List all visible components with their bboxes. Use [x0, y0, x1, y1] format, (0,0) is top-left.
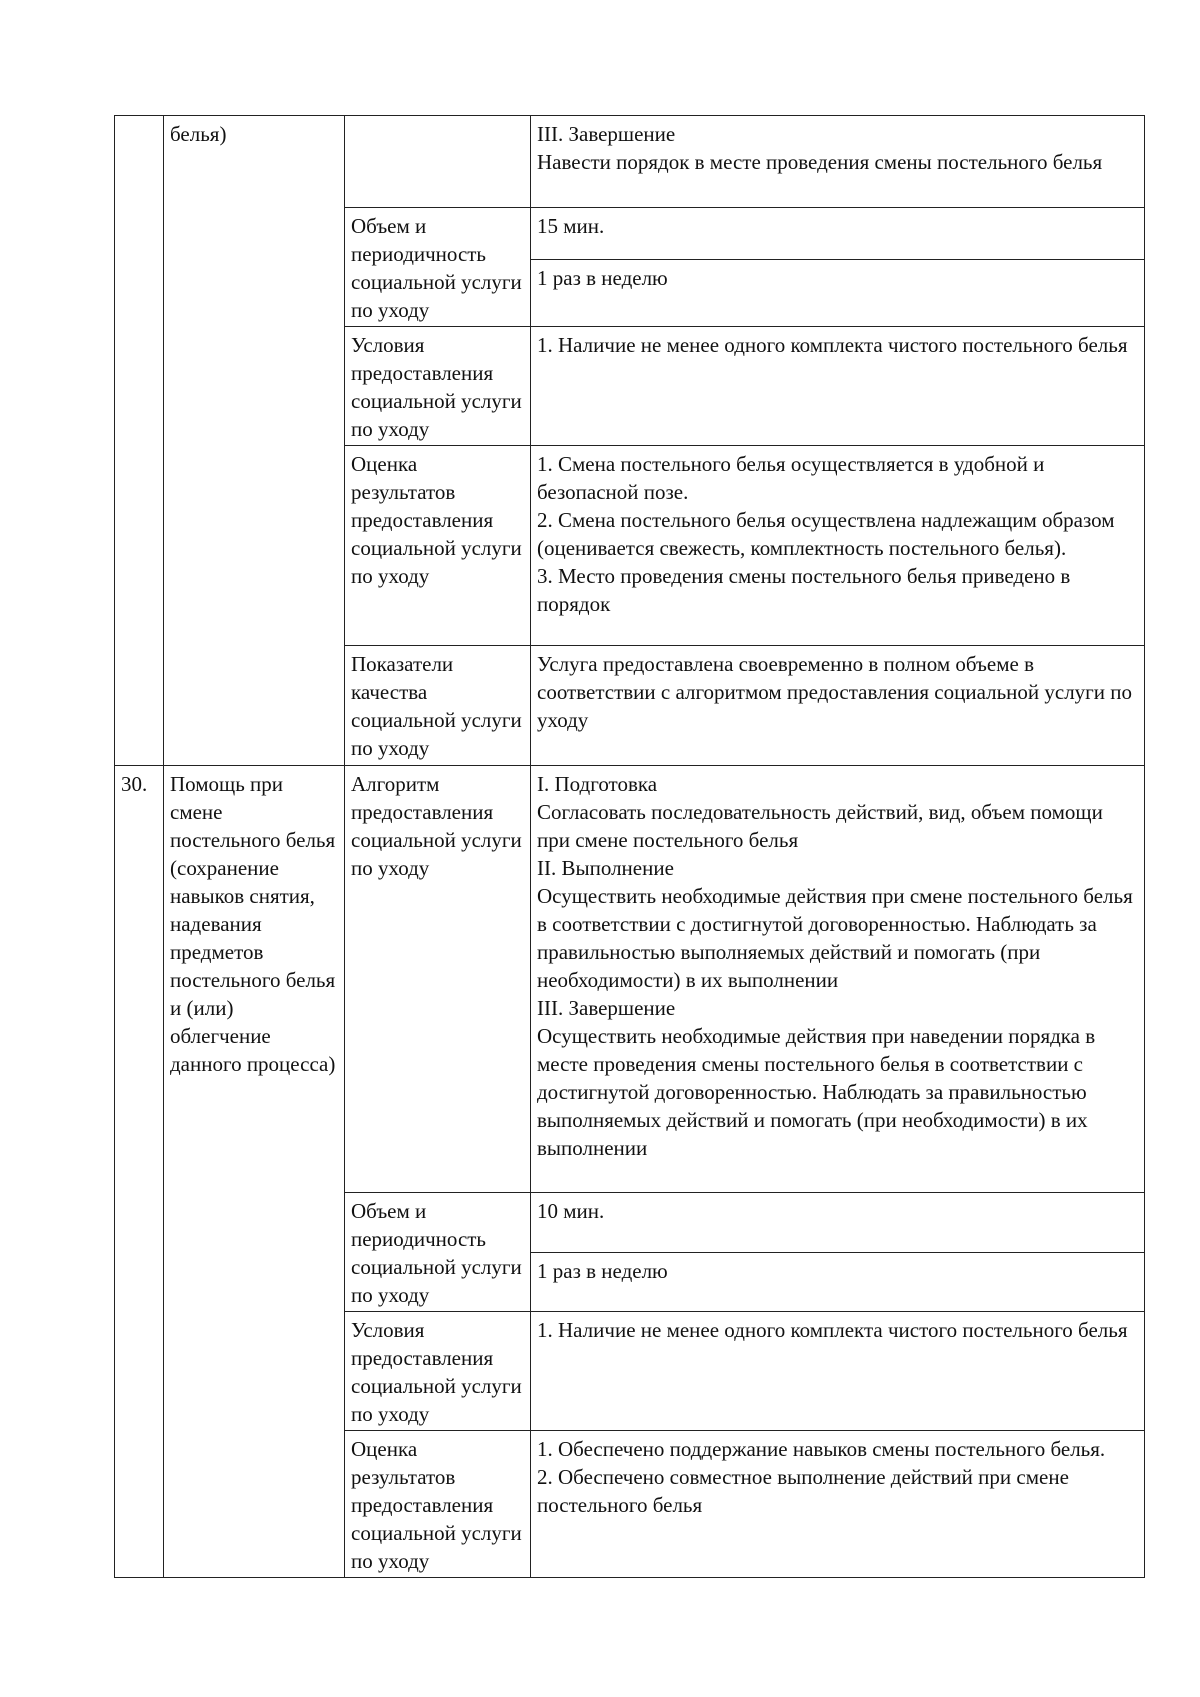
quality-value-cell: Услуга предоставлена своевременно в полном объеме в соответствии с алгоритмом предоставления социальной услуги по уходу	[531, 646, 1145, 766]
evaluation-label-cell: Оценка результатов предоставления социальной услуги по уходу	[345, 1431, 531, 1578]
conditions-value-cell: 1. Наличие не менее одного комплекта чистого постельного белья	[531, 1312, 1145, 1431]
volume-label-cell: Объем и периодичность социальной услуги по уходу	[345, 1193, 531, 1312]
quality-label-cell: Показатели качества социальной услуги по уходу	[345, 646, 531, 766]
period-value-cell: 1 раз в неделю	[531, 260, 1145, 327]
volume-value-cell: 15 мин.	[531, 208, 1145, 260]
service-number-cell	[115, 116, 164, 766]
period-value-cell: 1 раз в неделю	[531, 1253, 1145, 1312]
evaluation-value-cell: 1. Обеспечено поддержание навыков смены постельного белья. 2. Обеспечено совместное выполнение действий при смене постельного белья	[531, 1431, 1145, 1578]
service-name-cell: Помощь при смене постельного белья (сохранение навыков снятия, надевания предметов постельного белья и (или) облегчение данного процесса)	[164, 766, 345, 1578]
service-number-cell: 30.	[115, 766, 164, 1578]
volume-label-cell: Объем и периодичность социальной услуги по уходу	[345, 208, 531, 327]
service-name-cell: белья)	[164, 116, 345, 766]
conditions-label-cell: Условия предоставления социальной услуги по уходу	[345, 1312, 531, 1431]
algorithm-completion-cell: III. Завершение Навести порядок в месте проведения смены постельного белья	[531, 116, 1145, 208]
algorithm-label-cell: Алгоритм предоставления социальной услуги по уходу	[345, 766, 531, 1193]
algorithm-value-cell: I. Подготовка Согласовать последовательность действий, вид, объем помощи при смене постельного белья II. Выполнение Осуществить необходимые действия при смене постельного белья в соответствии с достигнутой договоренностью. Наблюдать за правильностью выполняемых действий и помогать (при необходимости) в их выполнении III. Завершение Осуществить необходимые действия при наведении порядка в месте проведения смены постельного белья в соответствии с достигнутой договоренностью. Наблюдать за правильностью выполняемых действий и помогать (при необходимости) в их выполнении	[531, 766, 1145, 1193]
conditions-value-cell: 1. Наличие не менее одного комплекта чистого постельного белья	[531, 327, 1145, 446]
evaluation-label-cell: Оценка результатов предоставления социальной услуги по уходу	[345, 446, 531, 646]
volume-value-cell: 10 мин.	[531, 1193, 1145, 1253]
services-table	[114, 115, 1145, 1578]
param-label-cell	[345, 116, 531, 208]
evaluation-value-cell: 1. Смена постельного белья осуществляется в удобной и безопасной позе. 2. Смена постельного белья осуществлена надлежащим образом (оценивается свежесть, комплектность постельного белья). 3. Место проведения смены постельного белья приведено в порядок	[531, 446, 1145, 646]
table-row	[115, 766, 1145, 1193]
conditions-label-cell: Условия предоставления социальной услуги по уходу	[345, 327, 531, 446]
table-row	[115, 116, 1145, 208]
